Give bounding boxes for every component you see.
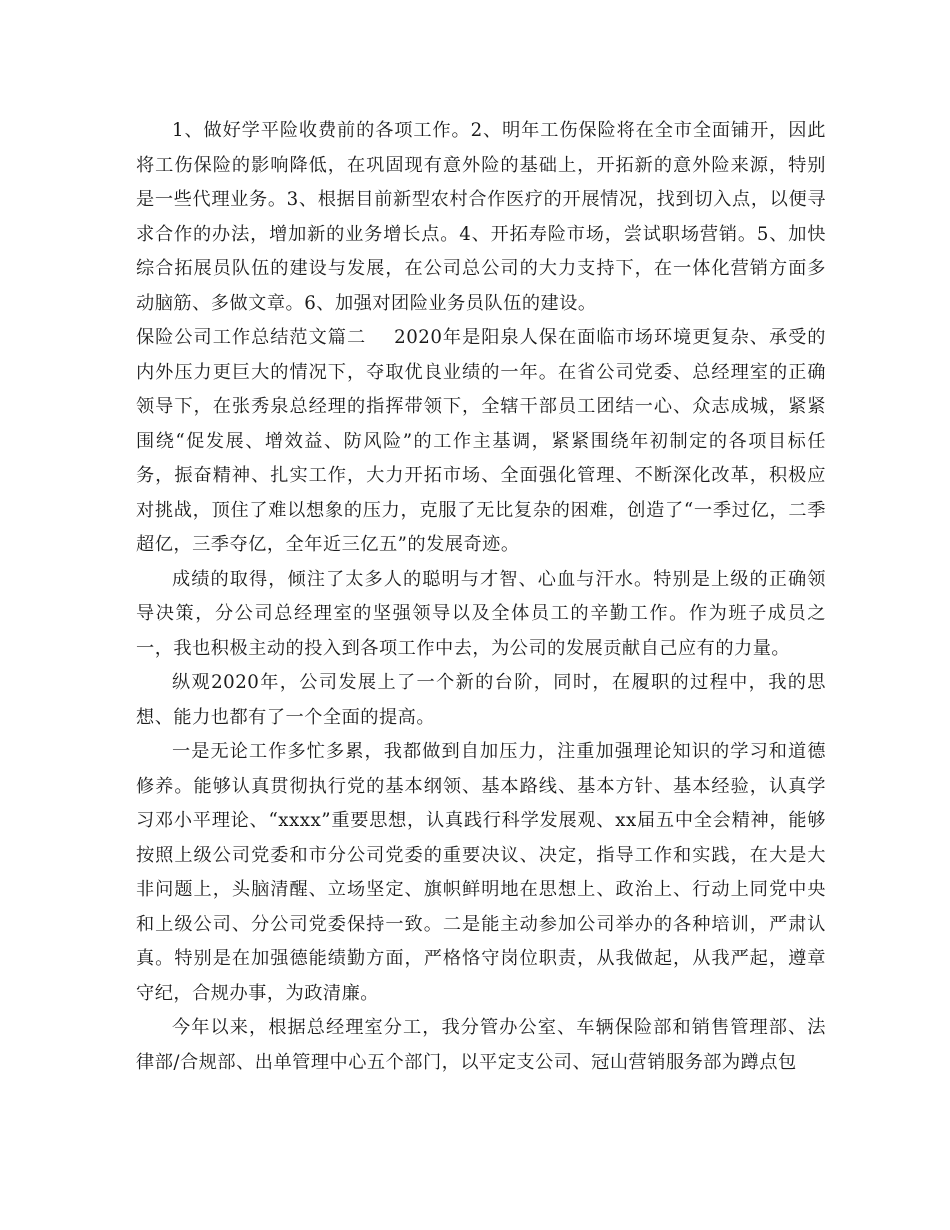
paragraph-5: 一是无论工作多忙多累，我都做到自加压力，注重加强理论知识的学习和道德修养。能够认真贯彻执行党的基本纲领、基本路线、基本方针、基本经验，认真学习邓小平理论、“xxxx”重要思想，认真践行科学发展观、xx届五中全会精神，能够按照上级公司党委和市分公司党委的重要决议、决定，指导工作和实践，在大是大非问题上，头脑清醒、立场坚定、旗帜鲜明地在思想上、政治上、行动上同党中央和上级公司、分公司党委保持一致。二是能主动参加公司举办的各种培训，严肃认真。特别是在加强德能绩勤方面，严格恪守岗位职责，从我做起，从我严起，遵章守纪，合规办事，为政清廉。 [136,741,826,1004]
paragraph-2-text: 2020年是阳泉人保在面临市场环境更复杂、承受的内外压力更巨大的情况下，夺取优良业绩的一年。在省公司党委、总经理室的正确领导下，在张秀泉总经理的指挥带领下，全辖干部员工团结一心、众志成城，紧紧围绕“促发展、增效益、防风险”的工作主基调，紧紧围绕年初制定的各项目标任务，振奋精神、扎实工作，大力开拓市场、全面强化管理、不断深化改革，积极应对挑战，顶住了难以想象的压力，克服了无比复杂的困难，创造了“一季过亿，二季超亿，三季夺亿，全年近三亿五”的发展奇迹。 [136,327,826,555]
paragraph-6: 今年以来，根据总经理室分工，我分管办公室、车辆保险部和销售管理部、法律部/合规部、出单管理中心五个部门，以平定支公司、冠山营销服务部为蹲点包 [136,1017,826,1073]
section-heading: 保险公司工作总结范文篇二 [136,327,367,348]
document-body [136,114,826,1080]
paragraph-1: 1、做好学平险收费前的各项工作。2、明年工伤保险将在全市全面铺开，因此将工伤保险的影响降低，在巩固现有意外险的基础上，开拓新的意外险来源，特别是一些代理业务。3、根据目前新型农村合作医疗的开展情况，找到切入点，以便寻求合作的办法，增加新的业务增长点。4、开拓寿险市场，尝试职场营销。5、加快综合拓展员队伍的建设与发展，在公司总公司的大力支持下，在一体化营销方面多动脑筋、多做文章。6、加强对团险业务员队伍的建设。 [136,120,826,314]
paragraph-3: 成绩的取得，倾注了太多人的聪明与才智、心血与汗水。特别是上级的正确领导决策，分公司总经理室的坚强领导以及全体员工的辛勤工作。作为班子成员之一，我也积极主动的投入到各项工作中去，为公司的发展贡献自己应有的力量。 [136,568,826,659]
paragraph-4: 纵观2020年，公司发展上了一个新的台阶，同时，在履职的过程中，我的思想、能力也都有了一个全面的提高。 [136,672,826,728]
paragraph-2 [136,321,826,563]
